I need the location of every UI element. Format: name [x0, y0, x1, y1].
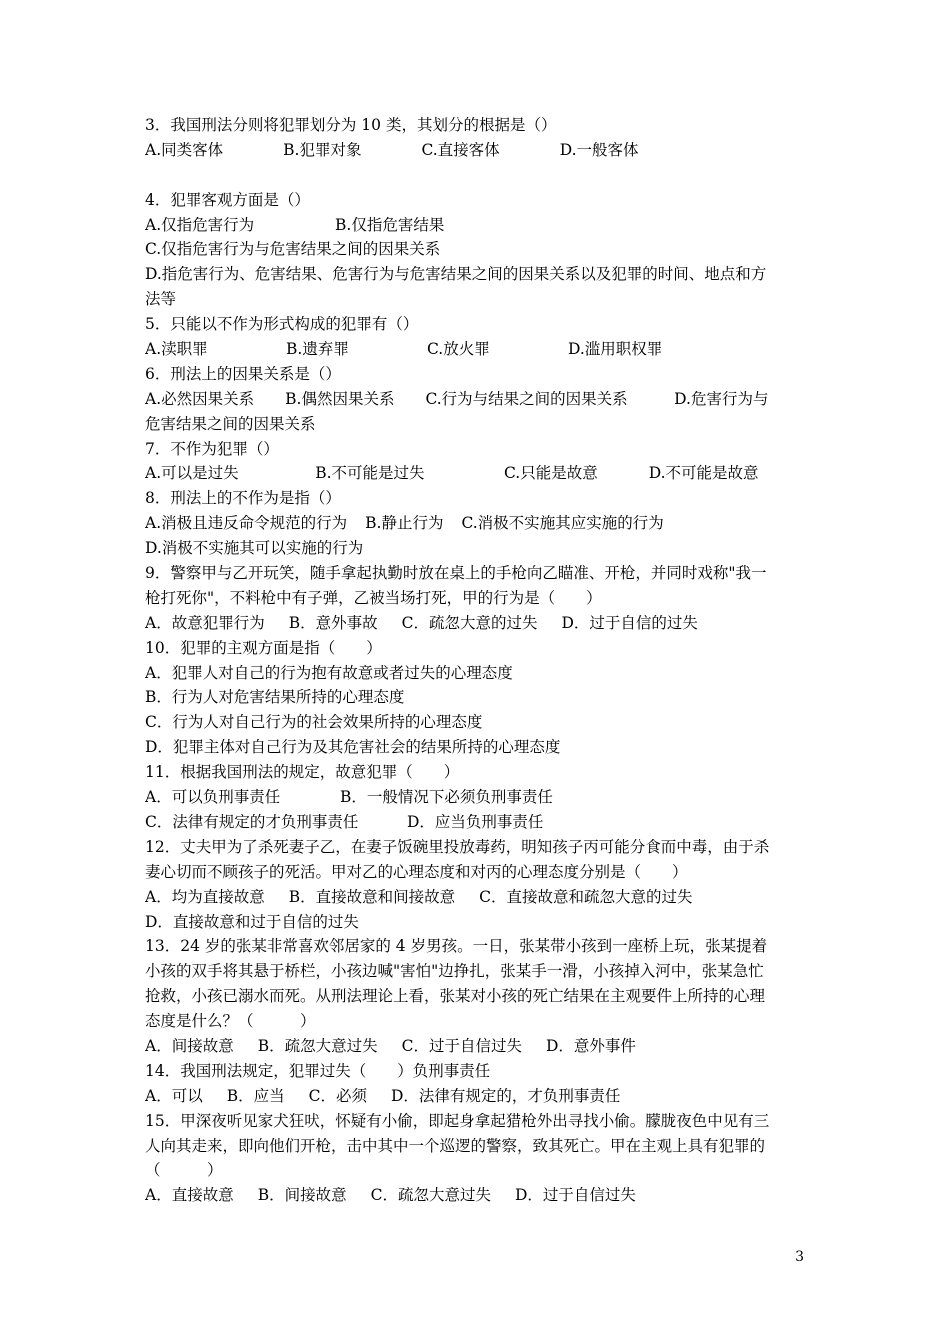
q7-option-d: D.不可能是故意 — [648, 464, 759, 483]
q10-option-b: B．行为人对危害结果所持的心理态度 — [145, 688, 405, 707]
q12-stem-line2: 妻心切而不顾孩子的死活。甲对乙的心理态度和对丙的心理态度分别是（ ） — [145, 862, 688, 881]
q9-option-a: A．故意犯罪行为 — [145, 613, 265, 632]
q5-option-c: C.放火罪 — [427, 340, 490, 359]
q13-stem-line2: 小孩的双手将其悬于桥栏，小孩边喊"害怕"边挣扎，张某手一滑，小孩掉入河中，张某急忙 — [145, 962, 764, 981]
q14-option-b: B．应当 — [226, 1086, 285, 1105]
q3-option-c: C.直接客体 — [421, 140, 500, 159]
q15-stem-line3: （ ） — [145, 1161, 223, 1180]
q13-option-c: C．过于自信过失 — [401, 1036, 522, 1055]
q15-options — [145, 1183, 815, 1208]
q8-stem: 8．刑法上的不作为是指（） — [145, 489, 341, 508]
q11-options-row1 — [145, 785, 815, 810]
q4-option-c: C.仅指危害行为与危害结果之间的因果关系 — [145, 240, 441, 259]
q4-option-a: A.仅指危害行为 — [145, 215, 255, 234]
q14-option-a: A．可以 — [145, 1086, 203, 1105]
q8-option-d: D.消极不实施其可以实施的行为 — [145, 539, 364, 558]
q9-stem-line2: 枪打死你"，不料枪中有子弹，乙被当场打死，甲的行为是（ ） — [145, 588, 602, 607]
q6-options-line1: A.必然因果关系 B.偶然因果关系 C.行为与结果之间的因果关系 D.危害行为与 — [145, 389, 769, 408]
q14-stem: 14．我国刑法规定，犯罪过失（ ）负刑事责任 — [145, 1061, 491, 1080]
q12-option-d: D．直接故意和过于自信的过失 — [145, 912, 359, 931]
q9-stem-line1: 9．警察甲与乙开玩笑，随手拿起执勤时放在桌上的手枪向乙瞄准、开枪，并同时戏称"我一 — [145, 564, 767, 583]
q4-options — [145, 213, 815, 238]
q9-option-d: D．过于自信的过失 — [561, 613, 698, 632]
q4-option-d-line2: 法等 — [145, 290, 177, 309]
q9-option-b: B．意外事故 — [288, 613, 378, 632]
q5-options — [145, 337, 815, 362]
q3-stem: 3．我国刑法分则将犯罪划分为 10 类，其划分的根据是（） — [145, 116, 557, 134]
q3-option-b: B.犯罪对象 — [283, 140, 362, 159]
q6-stem: 6．刑法上的因果关系是（） — [145, 364, 341, 383]
q7-option-c: C.只能是故意 — [503, 464, 598, 483]
q15-stem-line1: 15．甲深夜听见家犬狂吠，怀疑有小偷，即起身拿起猎枪外出寻找小偷。朦胧夜色中见有三 — [145, 1111, 770, 1130]
q11-options-row2 — [145, 810, 815, 835]
q13-stem-line4: 态度是什么？（ ） — [145, 1012, 316, 1031]
q5-option-a: A.渎职罪 — [145, 340, 208, 359]
q8-option-c: C.消极不实施其应实施的行为 — [461, 514, 664, 533]
q6-options-line2: 危害结果之间的因果关系 — [145, 414, 316, 433]
q13-options — [145, 1034, 815, 1059]
q4-option-d-line1: D.指危害行为、危害结果、危害行为与危害结果之间的因果关系以及犯罪的时间、地点和方 — [145, 265, 767, 284]
q7-option-b: B.不可能是过失 — [315, 464, 425, 483]
document-body — [145, 113, 815, 1208]
q15-option-b: B．间接故意 — [257, 1186, 347, 1205]
q12-options — [145, 885, 815, 910]
q11-option-a: A．可以负刑事责任 — [145, 788, 281, 807]
blank-line — [145, 163, 815, 188]
q12-stem-line1: 12．丈夫甲为了杀死妻子乙，在妻子饭碗里投放毒药，明知孩子丙可能分食而中毒，由于杀 — [145, 837, 770, 856]
q10-option-a: A．犯罪人对自己的行为抱有故意或者过失的心理态度 — [145, 663, 513, 682]
q4-stem: 4．犯罪客观方面是（） — [145, 190, 310, 209]
q10-stem: 10．犯罪的主观方面是指（ ） — [145, 638, 382, 657]
q11-option-d: D．应当负刑事责任 — [407, 812, 544, 831]
q11-option-c: C．法律有规定的才负刑事责任 — [145, 812, 359, 831]
page-number: 3 — [795, 1249, 804, 1265]
q8-option-a: A.消极且违反命令规范的行为 — [145, 514, 348, 533]
q3-options — [145, 138, 815, 163]
q15-option-d: D．过于自信过失 — [514, 1186, 636, 1205]
q7-stem: 7．不作为犯罪（） — [145, 439, 279, 458]
q4-option-b: B.仅指危害结果 — [335, 215, 445, 234]
q8-option-b: B.静止行为 — [365, 514, 444, 533]
q5-option-d: D.滥用职权罪 — [568, 340, 663, 359]
q7-option-a: A.可以是过失 — [145, 464, 239, 483]
q14-option-d: D．法律有规定的，才负刑事责任 — [390, 1086, 621, 1105]
q12-option-c: C．直接故意和疏忽大意的过失 — [479, 887, 693, 906]
q15-option-c: C．疏忽大意过失 — [370, 1186, 491, 1205]
q14-option-c: C．必须 — [308, 1086, 367, 1105]
q13-option-d: D．意外事件 — [545, 1036, 636, 1055]
q10-option-d: D．犯罪主体对自己行为及其危害社会的结果所持的心理态度 — [145, 738, 561, 757]
q11-option-b: B．一般情况下必须负刑事责任 — [340, 788, 553, 807]
q14-options — [145, 1084, 815, 1109]
q7-options — [145, 461, 815, 486]
q12-option-a: A．均为直接故意 — [145, 887, 265, 906]
q15-stem-line2: 人向其走来，即向他们开枪，击中其中一个巡逻的警察，致其死亡。甲在主观上具有犯罪的 — [145, 1136, 766, 1155]
q10-option-c: C．行为人对自己行为的社会效果所持的心理态度 — [145, 713, 483, 732]
q13-option-b: B．疏忽大意过失 — [257, 1036, 378, 1055]
q3-option-d: D.一般客体 — [559, 140, 639, 159]
q15-option-a: A．直接故意 — [145, 1186, 234, 1205]
q12-option-b: B．直接故意和间接故意 — [288, 887, 456, 906]
q5-option-b: B.遗弃罪 — [286, 340, 349, 359]
q13-option-a: A．间接故意 — [145, 1036, 234, 1055]
q13-stem-line3: 抢救，小孩已溺水而死。从刑法理论上看，张某对小孩的死亡结果在主观要件上所持的心理 — [145, 987, 766, 1006]
q3-option-a: A.同类客体 — [145, 140, 224, 159]
q9-option-c: C．疏忽大意的过失 — [401, 613, 538, 632]
q13-stem-line1: 13．24 岁的张某非常喜欢邻居家的 4 岁男孩。一日，张某带小孩到一座桥上玩，张某提着 — [145, 937, 768, 956]
q8-options — [145, 511, 815, 536]
q9-options — [145, 611, 815, 636]
q11-stem: 11．根据我国刑法的规定，故意犯罪（ ） — [145, 763, 460, 782]
q5-stem: 5．只能以不作为形式构成的犯罪有（） — [145, 315, 419, 334]
